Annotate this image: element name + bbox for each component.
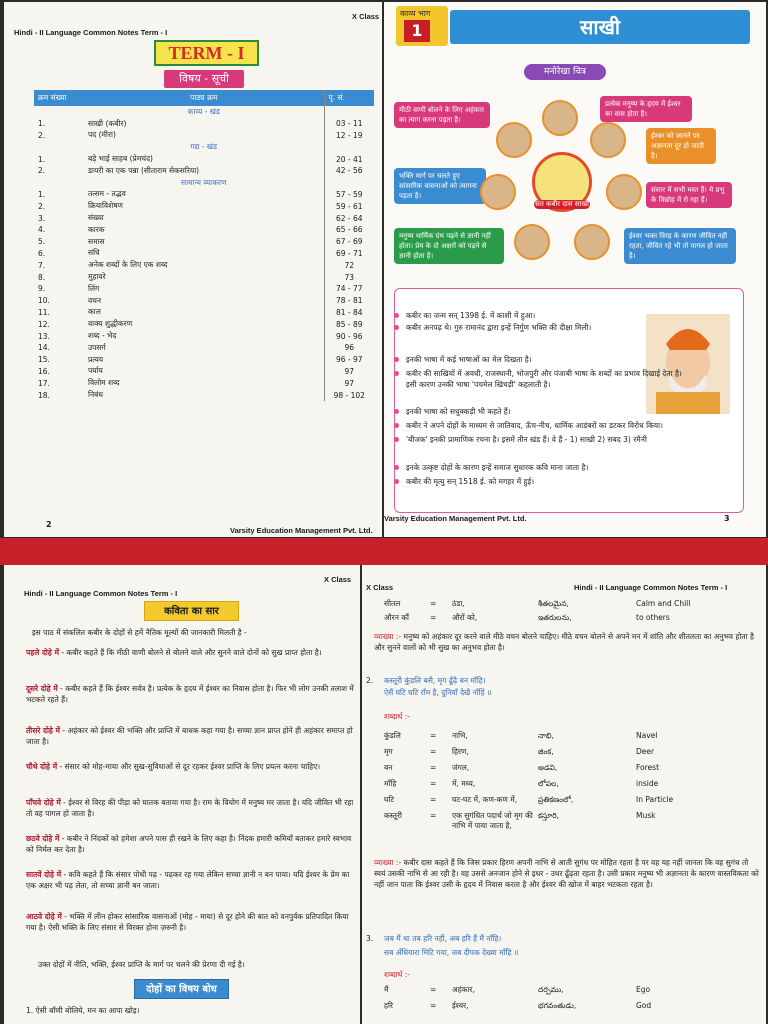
- toc-row: [34, 377, 374, 389]
- toc-topic: पर्याय: [88, 366, 103, 376]
- vocab-w: औरन कौं: [384, 613, 409, 622]
- bullet-icon: [394, 423, 399, 428]
- concept-bubble: भक्ति मार्ग पर चलते हुए सांसारिक वासनाओं को त्यागना पड़ता है।: [394, 168, 486, 204]
- doha-number: 3.: [366, 934, 374, 943]
- illustration-circle: [480, 174, 516, 210]
- toc-number: 16.: [38, 366, 50, 376]
- doha-line: 1. ऐसी बाँणी बोलिये, मन का आपा खोइ।: [26, 1006, 140, 1015]
- bio-point: कबीर ने अपने दोहों के माध्यम से जातिवाद, ऊँच-नीच, धार्मिक आडंबरों का डटकर विरोध किया।: [406, 421, 663, 430]
- toc-topic: मुहावरे: [88, 272, 106, 282]
- toc-topic: तत्सम - तद्भव: [88, 189, 126, 199]
- toc-row: [34, 295, 374, 307]
- footer: Varsity Education Management Pvt. Ltd.: [384, 514, 527, 523]
- toc-number: 1.: [38, 189, 46, 199]
- vocab-e: inside: [636, 779, 659, 788]
- toc-number: 1.: [38, 119, 46, 129]
- summary-text: - कबीर ने निंदकों को हमेशा अपने पास ही रखने के लिए कहा है। निंदक हमारी कमियाँ बताकर हमारे स्वभाव को निर्मल कर देता है।: [26, 834, 352, 854]
- vocab-e: Musk: [636, 811, 656, 820]
- vocab-h: जंगल,: [452, 763, 470, 772]
- toc-table: [34, 90, 374, 401]
- toc-page: 42 - 56: [324, 165, 374, 177]
- toc-title: विषय - सूची: [164, 70, 244, 88]
- vocab-t: భగవంతుడు,: [538, 1001, 577, 1010]
- toc-page: 96: [324, 342, 374, 354]
- footer: Varsity Education Management Pvt. Ltd.: [230, 526, 373, 535]
- summary-text: - भक्ति में लीन होकर सांसारिक वासनाओं (मोह - माया) से दूर होने की बात को वनपुर्वक प्रतिपादित किया गया है। ऐसी भक्ति के लिए संसार से विरक्त होना ज़रूरी है।: [26, 912, 349, 932]
- bio-point: कबीर अनपढ़ थे। गुरु रामानंद द्वारा इन्हें निर्गुण भक्ति की दीक्षा मिली।: [406, 323, 592, 332]
- vocab-e: Deer: [636, 747, 655, 756]
- toc-topic: काव्य - खंड: [187, 106, 220, 116]
- toc-row: [34, 248, 374, 260]
- toc-page: [324, 177, 374, 189]
- concept-bubble: मनुष्य धार्मिक ग्रंथ पढ़ने से ज्ञानी नहीं होता। प्रेम के दो अक्षरों को पढ़ने से ज्ञानी होता है।: [394, 228, 504, 264]
- doha-ordinal: आठवे दोहे में: [26, 912, 62, 921]
- vocab-w: मृग: [384, 747, 393, 756]
- toc-row: [34, 354, 374, 366]
- vocab-e: Calm and Chill: [636, 599, 691, 608]
- summary-text: - कबीर कहते हैं कि मीठी वाणी बोलने से बोलने वाले और सुनने वाले दोनों को सुख प्राप्त होता है।: [58, 648, 322, 657]
- vyakhya-text: मनुष्य को अहंकार दूर करने वाले मीठे वचन बोलने चाहिए। मीठे वचन बोलने से अपने मन में शांति और शीतलता का अनुभव होता है और सुनने वालों को भी सुख का अनुभव होता है।: [374, 632, 754, 652]
- toc-topic: विलोम शब्द: [88, 378, 120, 388]
- summary-point: [26, 683, 356, 705]
- vocab-h: हिरण,: [452, 747, 469, 756]
- toc-topic: काल: [88, 307, 101, 317]
- shabdarth-label: शब्दार्थ :-: [384, 712, 410, 721]
- center-label: संत कबीर दास साखी: [535, 200, 589, 208]
- toc-row: [34, 389, 374, 401]
- chapter-title: साखी: [450, 10, 750, 44]
- vocab-t: జింక,: [538, 747, 554, 756]
- doha-ordinal: दूसरे दोहे में: [26, 684, 58, 693]
- toc-topic: अनेक शब्दों के लिए एक शब्द: [88, 260, 168, 270]
- vocab-t: ప్రతికణంలో,: [538, 795, 574, 804]
- vocab-t: నాభి,: [538, 731, 554, 740]
- col-header: क्रम संख्या: [34, 90, 84, 106]
- toc-topic: वाक्य शुद्धीकरण: [88, 319, 133, 329]
- toc-number: 3.: [38, 213, 46, 223]
- bio-point: इनकी भाषा में कई भाषाओं का मेल दिखता है।: [406, 355, 532, 364]
- toc-number: 15.: [38, 355, 50, 365]
- col-header: पृ. सं.: [324, 90, 374, 106]
- bullet-icon: [394, 357, 399, 362]
- toc-number: 2.: [38, 166, 46, 176]
- toc-page: 03 - 11: [324, 118, 374, 130]
- vocab-h: ठंडा,: [452, 599, 465, 608]
- shabdarth-label: शब्दार्थ :-: [384, 970, 410, 979]
- summary-text: - संसार को मोह-माया और सुख-सुविधाओं से दूर रहकर ईश्वर प्राप्ति के लिए प्रयत्न करना चाहिए।: [57, 762, 321, 771]
- summary-point: [26, 833, 356, 855]
- toc-page: 85 - 89: [324, 318, 374, 330]
- concept-bubble: संसार में सभी मस्त हैं। ये प्रभु के विछोह में रो रहा हैं।: [646, 182, 732, 208]
- vocab-h: नाभि,: [452, 731, 468, 740]
- illustration-circle: [514, 224, 550, 260]
- diagram-title: मनोरेखा चित्र: [524, 64, 606, 80]
- toc-row: [34, 259, 374, 271]
- vyakhya-2: [374, 857, 760, 890]
- doha-number: 2.: [366, 676, 374, 685]
- toc-section-row: [34, 141, 374, 153]
- toc-row: [34, 271, 374, 283]
- section-title: दोहों का विषय बोध: [134, 979, 229, 999]
- toc-page: 62 - 64: [324, 212, 374, 224]
- doha-ordinal: पाँचवे दोहे में: [26, 798, 61, 807]
- toc-row: [34, 189, 374, 201]
- toc-row: [34, 118, 374, 130]
- chapter-label: काव्य भाग: [400, 9, 431, 18]
- toc-number: 8.: [38, 272, 46, 282]
- vocab-t: దర్పము,: [538, 985, 564, 994]
- toc-page: 72: [324, 259, 374, 271]
- toc-page: 57 - 59: [324, 189, 374, 201]
- bio-point: इनकी भाषा को सधुक्कड़ी भी कहते हैं।: [406, 407, 511, 416]
- summary-text: - ईश्वर से विरह की पीड़ा को घातक बताया गया है। राम के वियोग में मनुष्य मर जाता है। यदि जीवित भी रहा तो वह पागल हो जाता है।: [26, 798, 354, 818]
- vocab-h: एक सुगंधित पदार्थ जो मृग की नाभि में पाया जाता है,: [452, 811, 533, 830]
- summary-point: [26, 725, 356, 747]
- vocab-w: बन: [384, 763, 393, 772]
- class-label: X Class: [366, 583, 394, 592]
- summary-text: - कवि कहते हैं कि संसार पोथी पढ़ - पढ़कर रह गया लेकिन सच्चा ज्ञानी न बन पाया। यदि ईश्वर के प्रेम का एक अक्षर भी पढ़ लेता, तो सच्चा ज्ञानी बन जाता।: [26, 870, 350, 890]
- toc-page: 12 - 19: [324, 130, 374, 142]
- closing-text: उक्त दोहों में नीति, भक्ति, ईश्वर प्राप्ति के मार्ग पर चलने की प्रेरणा दी गई है।: [38, 960, 245, 969]
- toc-row: [34, 342, 374, 354]
- toc-number: 2.: [38, 201, 46, 211]
- summary-point: [26, 797, 356, 819]
- toc-page: 74 - 77: [324, 283, 374, 295]
- toc-page: 20 - 41: [324, 153, 374, 165]
- vocab-t: కస్తూరి,: [538, 811, 560, 820]
- equals-sign: =: [430, 731, 437, 740]
- toc-topic: शब्द - भेद: [88, 331, 117, 341]
- toc-page: 73: [324, 271, 374, 283]
- page-header: Hindi - II Language Common Notes Term - I: [14, 28, 168, 37]
- equals-sign: =: [430, 795, 437, 804]
- intro-text: इस पाठ में संकलित कबीर के दोहों से हमें नैतिक मूल्यों की जानकारी मिलती है -: [32, 628, 247, 637]
- chapter-number: 1: [404, 20, 430, 42]
- toc-topic: लिंग: [88, 283, 100, 293]
- bio-point: 'बीजक' इनकी प्रामाणिक रचना है। इसमें तीन खंड हैं। वे हैं - 1) साखी 2) सबद 3) रमैनी: [406, 435, 647, 444]
- toc-number: 4.: [38, 225, 46, 235]
- concept-bubble: मीठी वाणी बोलने के लिए अहंकार का त्याग करना पड़ता है।: [394, 102, 490, 128]
- toc-topic: डायरी का एक पन्ना (सीताराम सेकसरिया): [88, 165, 200, 175]
- bullet-icon: [394, 479, 399, 484]
- vyakhya-label: व्याख्या :-: [374, 632, 402, 641]
- summary-point: [26, 911, 356, 933]
- illustration-circle: [606, 174, 642, 210]
- toc-number: 11.: [38, 307, 50, 317]
- toc-number: [34, 177, 84, 189]
- bullet-icon: [394, 371, 399, 376]
- vocab-e: Navel: [636, 731, 658, 740]
- vocab-e: In Particle: [636, 795, 674, 804]
- vyakhya-text: कबीर दास कहते हैं कि जिस प्रकार हिरण अपनी नाभि से आती सुगंध पर मोहित रहता है पर वह यह नहीं जानता कि वह सुगंध तो स्वयं उसकी नाभि से आ रही है। वह उससे अनजान होने से इधर - उधर ढूँढ़ता रहता है। उसी प्रकार मनुष्य भी अज्ञानता के कारण वास्तविकता को नहीं जान पाता कि ईश्वर उसी के हृदय में निवास करता है और ईश्वर की खोज में बाहर भटकता रहता है।: [374, 858, 759, 889]
- concept-bubble: ईश्वर को जानने पर अज्ञानता दूर हो जाती है।: [646, 128, 716, 164]
- toc-number: 13.: [38, 331, 50, 341]
- bio-point: कबीर की मृत्यु सन् 1518 ई. को मगहर में हुई।: [406, 477, 535, 486]
- summary-text: - कबीर कहते हैं कि ईश्वर सर्वत्र है। प्रत्येक के हृदय में ईश्वर का निवास होता है। फिर भी लोग उनकी तलाश में भटकते रहते हैं।: [26, 684, 354, 704]
- bio-point: कबीर की साखियों में अवधी, राजस्थानी, भोजपुरी और पंजाबी भाषा के शब्दों का प्रभाव दिखाई देता है। इसी कारण उनकी भाषा 'पचमेल खिचड़ी' कहलाती है।: [406, 369, 682, 389]
- vocab-w: कस्तूरी: [384, 811, 402, 820]
- toc-row: [34, 224, 374, 236]
- toc-number: 14.: [38, 343, 50, 353]
- doha-ordinal: तीसरे दोहे में: [26, 726, 60, 735]
- summary-point: [26, 647, 356, 658]
- illustration-circle: [574, 224, 610, 260]
- toc-number: 1.: [38, 154, 46, 164]
- toc-number: 10.: [38, 296, 50, 306]
- vocab-h: औरों को,: [452, 613, 478, 622]
- toc-page: [324, 141, 374, 153]
- toc-page: 90 - 96: [324, 330, 374, 342]
- vocab-h: अहंकार,: [452, 985, 475, 994]
- vocab-w: हरि: [384, 1001, 393, 1010]
- vocab-w: माँहि: [384, 779, 397, 788]
- vocab-h: घट-घट में, कण-कण में,: [452, 795, 518, 804]
- equals-sign: =: [430, 1001, 437, 1010]
- toc-row: [34, 366, 374, 378]
- toc-page: 59 - 61: [324, 200, 374, 212]
- toc-number: 6.: [38, 248, 46, 258]
- toc-topic: क्रियाविशेषण: [88, 201, 123, 211]
- toc-number: [34, 141, 84, 153]
- toc-number: 18.: [38, 390, 50, 400]
- page-gap: [0, 538, 768, 565]
- equals-sign: =: [430, 985, 437, 994]
- page-header: Hindi - II Language Common Notes Term - I: [574, 583, 728, 592]
- vocab-h: में, मध्य,: [452, 779, 476, 788]
- equals-sign: =: [430, 811, 437, 820]
- vocab-t: లోపల,: [538, 779, 559, 788]
- vocab-w: मैं: [384, 985, 389, 994]
- doha-ordinal: छठवे दोहे में: [26, 834, 60, 843]
- concept-bubble: प्रत्येक मनुष्य के हृदय में ईश्वर का वास होता है।: [600, 96, 692, 122]
- term-banner: TERM - I: [154, 40, 259, 66]
- toc-topic: पद (मीरा): [88, 130, 116, 140]
- doha-ordinal: सातवें दोहे में: [26, 870, 62, 879]
- toc-row: [34, 318, 374, 330]
- page-doha-explanation: [362, 565, 766, 1024]
- bullet-icon: [394, 465, 399, 470]
- doha-line: ऐसैं घटि घटि राँम है, दुनियाँ देखै नाँहिं ॥: [384, 688, 492, 697]
- toc-section-row: [34, 106, 374, 118]
- page-3-sakhi: [384, 2, 766, 537]
- page-number: 2: [46, 520, 52, 529]
- bullet-icon: [394, 313, 399, 318]
- toc-topic: बड़े भाई साहब (प्रेमचंद): [88, 154, 153, 164]
- toc-topic: कारक: [88, 224, 105, 234]
- toc-number: 17.: [38, 378, 50, 388]
- concept-bubble: ईश्वर भक्त विरह के कारण जीवित नहीं रहता, जीवित रहे भी तो पागल हो जाता है।: [624, 228, 736, 264]
- toc-page: 96 - 97: [324, 354, 374, 366]
- toc-number: 12.: [38, 319, 50, 329]
- summary-point: [26, 761, 356, 772]
- toc-page: 67 - 69: [324, 236, 374, 248]
- toc-row: [34, 283, 374, 295]
- class-label: X Class: [324, 575, 352, 584]
- toc-topic: सामान्य व्याकरण: [181, 177, 227, 187]
- doha-line: कस्तूरी कुंडलि बसै, मृग ढूँढ़ै बन माँहि।: [384, 676, 486, 685]
- doha-ordinal: चौथे दोहे में: [26, 762, 58, 771]
- page-number: 3: [724, 514, 730, 523]
- toc-page: 97: [324, 377, 374, 389]
- toc-topic: निबंध: [88, 390, 103, 400]
- vocab-t: ఇతరులను,: [538, 613, 572, 622]
- toc-topic: उपसर्ग: [88, 342, 106, 352]
- vocab-t: శీతలమైన,: [538, 599, 569, 608]
- toc-topic: संधि: [88, 248, 100, 258]
- toc-number: 2.: [38, 130, 46, 140]
- toc-number: 5.: [38, 237, 46, 247]
- toc-topic: संख्या: [88, 213, 104, 223]
- toc-number: [34, 106, 84, 118]
- vocab-w: घटि: [384, 795, 395, 804]
- illustration-circle: [542, 100, 578, 136]
- toc-page: [324, 106, 374, 118]
- page-2-contents: [4, 2, 382, 537]
- toc-page: 65 - 66: [324, 224, 374, 236]
- toc-row: [34, 307, 374, 319]
- col-header: पाठ्य क्रम: [84, 90, 324, 106]
- vocab-w: सीतल: [384, 599, 401, 608]
- vocab-e: Forest: [636, 763, 660, 772]
- toc-row: [34, 212, 374, 224]
- bullet-icon: [394, 409, 399, 414]
- class-label: X Class: [352, 12, 380, 21]
- bio-point: इनके उत्कृष्ट दोहों के कारण इन्हें समाज सुधारक कवि माना जाता है।: [406, 463, 589, 472]
- vocab-e: to others: [636, 613, 670, 622]
- doha-line: जब मैं था तब हरि नहीं, अब हरि हैं मैं नाँहि।: [384, 934, 502, 943]
- toc-row: [34, 200, 374, 212]
- bullet-icon: [394, 325, 399, 330]
- toc-topic: वचन: [88, 295, 102, 305]
- summary-text: - अहंकार को ईश्वर की भक्ति और प्राप्ति में बाधक कहा गया है। सच्चा ज्ञान प्राप्त होने ही अहंकार समाप्त हो जाता है।: [26, 726, 353, 746]
- toc-topic: समास: [88, 236, 105, 246]
- toc-page: 98 - 102: [324, 389, 374, 401]
- doha-line: सब अँधियारा मिटि गया, जब दीपक देख्या माँहि ॥: [384, 948, 519, 957]
- equals-sign: =: [430, 599, 437, 608]
- toc-row: [34, 153, 374, 165]
- toc-row: [34, 330, 374, 342]
- toc-row: [34, 165, 374, 177]
- toc-page: 78 - 81: [324, 295, 374, 307]
- illustration-circle: [496, 122, 532, 158]
- equals-sign: =: [430, 763, 437, 772]
- illustration-circle: [590, 122, 626, 158]
- vocab-w: कुंडलि: [384, 731, 401, 740]
- vocab-t: అడవి,: [538, 763, 558, 772]
- page-summary: [4, 565, 360, 1024]
- summary-point: [26, 869, 356, 891]
- toc-topic: प्रत्यय: [88, 354, 104, 364]
- equals-sign: =: [430, 779, 437, 788]
- vyakhya-label: व्याख्या :-: [374, 858, 402, 867]
- toc-page: 81 - 84: [324, 307, 374, 319]
- toc-page: 97: [324, 366, 374, 378]
- toc-row: [34, 130, 374, 142]
- toc-row: [34, 236, 374, 248]
- toc-topic: साखी (कबीर): [88, 118, 127, 128]
- vocab-h: ईश्वर,: [452, 1001, 469, 1010]
- vocab-e: Ego: [636, 985, 651, 994]
- bullet-icon: [394, 437, 399, 442]
- page-header: Hindi - II Language Common Notes Term - I: [24, 589, 178, 598]
- toc-page: 69 - 71: [324, 248, 374, 260]
- equals-sign: =: [430, 747, 437, 756]
- bio-point: कबीर का जन्म सन् 1398 ई. में काशी में हुआ।: [406, 311, 536, 320]
- section-title: कविता का सार: [144, 601, 239, 621]
- toc-number: 9.: [38, 284, 46, 294]
- toc-topic: गद्य - खंड: [190, 142, 218, 152]
- vocab-e: God: [636, 1001, 652, 1010]
- doha-ordinal: पहले दोहे में: [26, 648, 59, 657]
- toc-section-row: [34, 177, 374, 189]
- equals-sign: =: [430, 613, 437, 622]
- toc-number: 7.: [38, 260, 46, 270]
- vyakhya-1: [374, 631, 760, 653]
